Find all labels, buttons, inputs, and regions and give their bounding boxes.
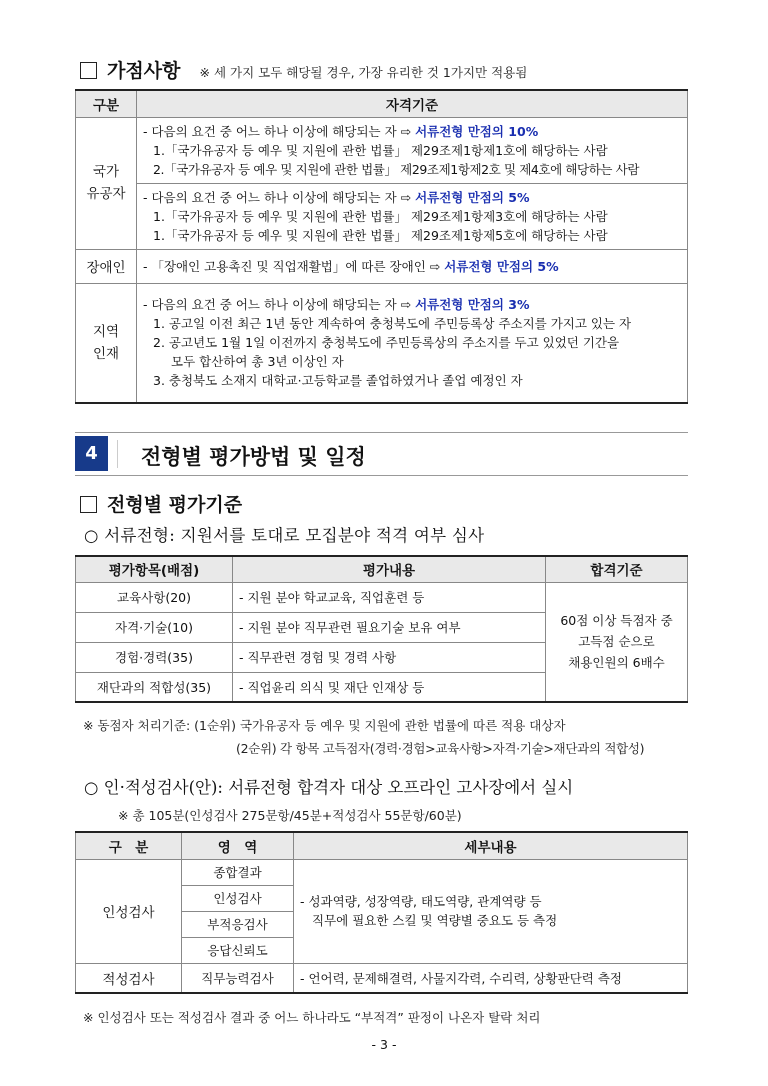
veteran-b-item: 1.「국가유공자 등 예우 및 지원에 관한 법률」 제29조제1항제3호에 해당하는 사람 — [153, 208, 608, 224]
personality-area: 부적응검사 — [182, 911, 294, 937]
bonus-title: 가점사항 — [107, 60, 181, 82]
disabled-label: 장애인 — [76, 249, 137, 283]
aptitude-label: 적성검사 — [76, 963, 182, 993]
personality-label: 인성검사 — [76, 859, 182, 963]
aptitude-table — [75, 831, 688, 994]
local-item: 2. 공고년도 1월 1일 이전까지 충청북도에 주민등록상의 주소지를 두고 있었던 기간을 — [153, 335, 620, 351]
aptitude-header-detail: 세부내용 — [294, 832, 688, 859]
pass-criteria — [546, 582, 688, 702]
criteria-title: 전형별 평가기준 — [107, 494, 243, 516]
tie-note-1: ※ 동점자 처리기준: (1순위) 국가유공자 등 예우 및 지원에 관한 법률에 따른 적용 대상자 — [83, 718, 566, 733]
veteran-b-intro: - 다음의 요건 중 어느 하나 이상에 해당되는 자 ⇨ — [143, 189, 416, 205]
doc-screening-line: ○ 서류전형: 지원서를 토대로 모집분야 적격 여부 심사 — [84, 526, 485, 545]
aptitude-line: ○ 인·적성검사(안): 서류전형 합격자 대상 오프라인 고사장에서 실시 — [84, 778, 574, 797]
personality-detail-line: 직무에 필요한 스킬 및 역량별 중요도 등 측정 — [312, 913, 558, 928]
local-item: 1. 공고일 이전 최근 1년 동안 계속하여 충청북도에 주민등록상 주소지를 가지고 있는 자 — [153, 316, 632, 332]
personality-area: 응답신뢰도 — [182, 937, 294, 963]
criteria-header-item: 평가항목(배점) — [76, 556, 233, 582]
local-label: 지역 인재 — [76, 283, 137, 403]
aptitude-detail: - 언어력, 문제해결력, 사물지각력, 수리력, 상황판단력 측정 — [294, 963, 688, 993]
tie-note-2: (2순위) 각 항목 고득점자(경력·경험>교육사항>자격·기술>재단과의 적합성) — [236, 741, 645, 756]
criteria-item: 경험·경력(35) — [76, 642, 233, 672]
local-item: 3. 충청북도 소재지 대학교·고등학교를 졸업하였거나 졸업 예정인 자 — [153, 373, 523, 389]
veteran-a-intro: - 다음의 요건 중 어느 하나 이상에 해당되는 자 ⇨ — [143, 123, 416, 139]
veteran-b-score: 서류전형 만점의 5% — [415, 189, 530, 205]
criteria-content: - 직무관련 경험 및 경력 사항 — [233, 642, 546, 672]
criteria-table — [75, 555, 688, 703]
bonus-header-category: 구분 — [76, 90, 137, 117]
criteria-item: 재단과의 적합성(35) — [76, 672, 233, 702]
bonus-heading — [80, 56, 527, 83]
criteria-item: 교육사항(20) — [76, 582, 233, 612]
criteria-content: - 지원 분야 직무관련 필요기술 보유 여부 — [233, 612, 546, 642]
bonus-header-criteria: 자격기준 — [137, 90, 688, 117]
aptitude-header-area: 영 역 — [182, 832, 294, 859]
aptitude-header-category: 구 분 — [76, 832, 182, 859]
section-title: 전형별 평가방법 및 일정 — [141, 445, 366, 469]
pass-line: 고득점 순으로 — [578, 634, 655, 650]
disabled-score: 서류전형 만점의 5% — [444, 258, 559, 274]
section-4-header — [75, 432, 688, 476]
veteran-a-score: 서류전형 만점의 10% — [415, 123, 539, 139]
local-score: 서류전형 만점의 3% — [415, 297, 530, 313]
fail-note: ※ 인성검사 또는 적성검사 결과 중 어느 하나라도 “부적격” 판정이 나온자 탈락 처리 — [83, 1010, 541, 1025]
page-number: - 3 - — [371, 1037, 397, 1052]
bonus-note: ※ 세 가지 모두 해당될 경우, 가장 유리한 것 1가지만 적용됨 — [199, 65, 528, 80]
local-item: 모두 합산하여 총 3년 이상인 자 — [171, 354, 344, 370]
pass-line: 채용인원의 6배수 — [568, 655, 665, 671]
criteria-heading — [80, 490, 242, 517]
section-number: 4 — [75, 436, 108, 471]
veteran-label: 국가 유공자 — [76, 117, 137, 249]
aptitude-sub-note: ※ 총 105분(인성검사 275문항/45분+적성검사 55문항/60분) — [118, 808, 462, 823]
checkbox-square-icon — [80, 62, 97, 79]
aptitude-area: 직무능력검사 — [182, 963, 294, 993]
personality-area: 종합결과 — [182, 859, 294, 885]
personality-detail-line: - 성과역량, 성장역량, 태도역량, 관계역량 등 — [300, 894, 542, 909]
veteran-b-item: 1.「국가유공자 등 예우 및 지원에 관한 법률」 제29조제1항제5호에 해당하는 사람 — [153, 227, 608, 243]
personality-detail — [294, 859, 688, 963]
disabled-intro: - 「장애인 고용촉진 및 직업재활법」에 따른 장애인 ⇨ — [143, 258, 445, 274]
criteria-content: - 지원 분야 학교교육, 직업훈련 등 — [233, 582, 546, 612]
criteria-header-pass: 합격기준 — [546, 556, 688, 582]
veteran-a-item: 1.「국가유공자 등 예우 및 지원에 관한 법률」 제29조제1항제1호에 해당하는 사람 — [153, 142, 608, 158]
bonus-table — [75, 89, 688, 404]
criteria-header-content: 평가내용 — [233, 556, 546, 582]
local-intro: - 다음의 요건 중 어느 하나 이상에 해당되는 자 ⇨ — [143, 297, 416, 313]
criteria-item: 자격·기술(10) — [76, 612, 233, 642]
personality-area: 인성검사 — [182, 885, 294, 911]
pass-line: 60점 이상 득점자 중 — [560, 613, 673, 629]
criteria-content: - 직업윤리 의식 및 재단 인재상 등 — [233, 672, 546, 702]
checkbox-square-icon — [80, 496, 97, 513]
veteran-a-item: 2.「국가유공자 등 예우 및 지원에 관한 법률」 제29조제1항제2호 및 제4호에 해당하는 사람 — [153, 161, 639, 177]
